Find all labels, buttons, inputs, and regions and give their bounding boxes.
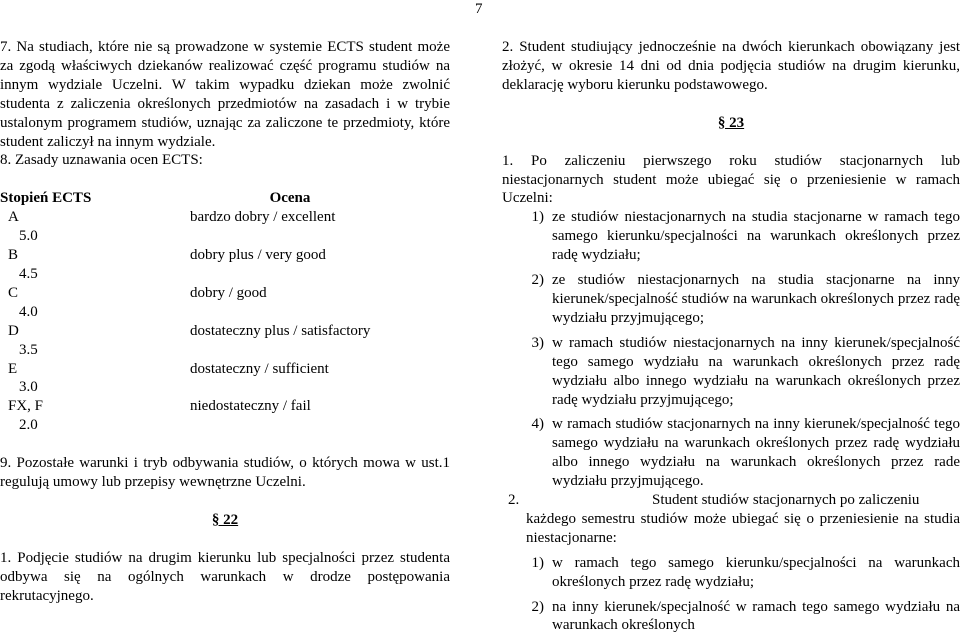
grade-label: dostateczny / sufficient (190, 360, 329, 377)
grade-label: dostateczny plus / satisfactory (190, 322, 371, 339)
grade-value: 2.0 (19, 417, 38, 434)
transfer-list-2 (502, 554, 960, 635)
paragraph-22-2: 2. Student studiujący jednocześnie na dwóch kierunkach obowiązany jest złożyć, w okresie 14 dni od dnia podjęcia studiów na drugim kierunku, deklarację wyboru kierunku podstawowego. (502, 39, 960, 93)
grade-label: dobry plus / very good (190, 247, 326, 264)
section-heading-23: § 23 (717, 114, 745, 131)
paragraph-7: 7. Na studiach, które nie są prowadzone w systemie ECTS student może za zgodą właściwych dziekanów realizować część programu studiów na innym wydziale Uczelni. W takim wypadku dziekan może zwolnić studenta z zaliczenia określonych przedmiotów na zasadach i w trybie ustalonym programem studiów, uznając za zaliczone te przedmioty, które student zaliczył na innym wydziale. (0, 39, 450, 150)
list-item (502, 415, 960, 491)
grade-value: 5.0 (19, 228, 38, 245)
grade-row (0, 360, 450, 379)
grade-label: bardzo dobry / excellent (190, 209, 336, 226)
list-item-text: ze studiów niestacjonarnych na studia stacjonarne w ramach tego samego kierunku/specjalności na warunkach określonych przez radę wydziału; (552, 209, 960, 264)
right-column (502, 38, 960, 635)
list-item (502, 334, 960, 410)
grade-row (0, 322, 450, 341)
list-item (502, 598, 960, 635)
list-item (502, 208, 960, 265)
grade-row (0, 246, 450, 265)
list-item-text: w ramach studiów niestacjonarnych na inny kierunek/specjalność tego samego wydziału na warunkach określonych przez radę wydziału albo innego wydziału na warunkach określonych przez radę wydziału przyjmującego; (552, 334, 960, 408)
list-item (502, 271, 960, 328)
grade-code: B (8, 247, 19, 264)
paragraph-23-2-rest: każdego semestru studiów może ubiegać się o przeniesienie na studia niestacjonarne: (526, 510, 960, 546)
grade-row (0, 208, 450, 227)
grade-value: 4.0 (19, 303, 38, 320)
header-ects-degree: Stopień ECTS (0, 190, 92, 207)
list-item-number: 2) (531, 598, 544, 615)
grade-row (0, 397, 450, 416)
paragraph-23-1: 1. Po zaliczeniu pierwszego roku studiów stacjonarnych lub niestacjonarnych student może ubiegać się o przeniesienie w ramach Uczelni: (502, 152, 960, 207)
list-item-number: 3) (531, 334, 544, 351)
paragraph-8: 8. Zasady uznawania ocen ECTS: (0, 152, 203, 169)
list-item-number: 1) (531, 554, 544, 571)
grade-code: D (8, 322, 19, 339)
grade-table (0, 208, 450, 435)
grade-value: 3.5 (19, 341, 38, 358)
list-item-text: na inny kierunek/specjalność w ramach tego samego wydziału na warunkach określonych (552, 598, 960, 634)
grade-code: C (8, 284, 19, 301)
list-item-number: 1) (531, 209, 544, 226)
grade-label: dobry / good (190, 284, 267, 301)
list-item-number: 4) (531, 416, 544, 433)
grade-table-header (0, 189, 450, 208)
list-item (502, 554, 960, 592)
grade-code: FX, F (8, 398, 44, 415)
list-item-text: w ramach studiów stacjonarnych na inny kierunek/specjalność tego samego wydziału na warunkach określonych przez radę wydziału albo innego wydziału na warunkach określonych przez rade wydziału przyjmującego. (552, 416, 960, 490)
list-item-text: ze studiów niestacjonarnych na studia stacjonarne na inny kierunek/specjalność studiów na warunkach określonych przez radę wydziału przyjmującego; (552, 272, 960, 326)
grade-code: A (8, 209, 19, 226)
grade-value: 3.0 (19, 379, 38, 396)
paragraph-9: 9. Pozostałe warunki i tryb odbywania studiów, o których mowa w ust.1 regulują umowy lub przepisy wewnętrzne Uczelni. (0, 455, 450, 491)
grade-row (0, 284, 450, 303)
grade-value: 4.5 (19, 265, 38, 282)
paragraph-22-1: 1. Podjęcie studiów na drugim kierunku lub specjalności przez studenta odbywa się na ogólnych warunkach w drodze postępowania rekrutacyjnego. (0, 549, 450, 604)
grade-label: niedostateczny / fail (190, 398, 311, 415)
paragraph-number: 2. (508, 492, 520, 509)
transfer-list (502, 208, 960, 491)
list-item-number: 2) (531, 272, 544, 289)
grade-code: E (8, 360, 18, 377)
page-number: 7 (475, 1, 483, 17)
left-column (0, 38, 450, 606)
paragraph-first-line: Student studiów stacjonarnych po zaliczeniu (652, 492, 920, 509)
list-item-text: w ramach tego samego kierunku/specjalności na warunkach określonych przez radę wydziału; (552, 554, 960, 590)
header-grade: Ocena (269, 190, 311, 207)
paragraph-23-2-first-line (502, 491, 960, 510)
section-heading-22: § 22 (211, 511, 239, 528)
